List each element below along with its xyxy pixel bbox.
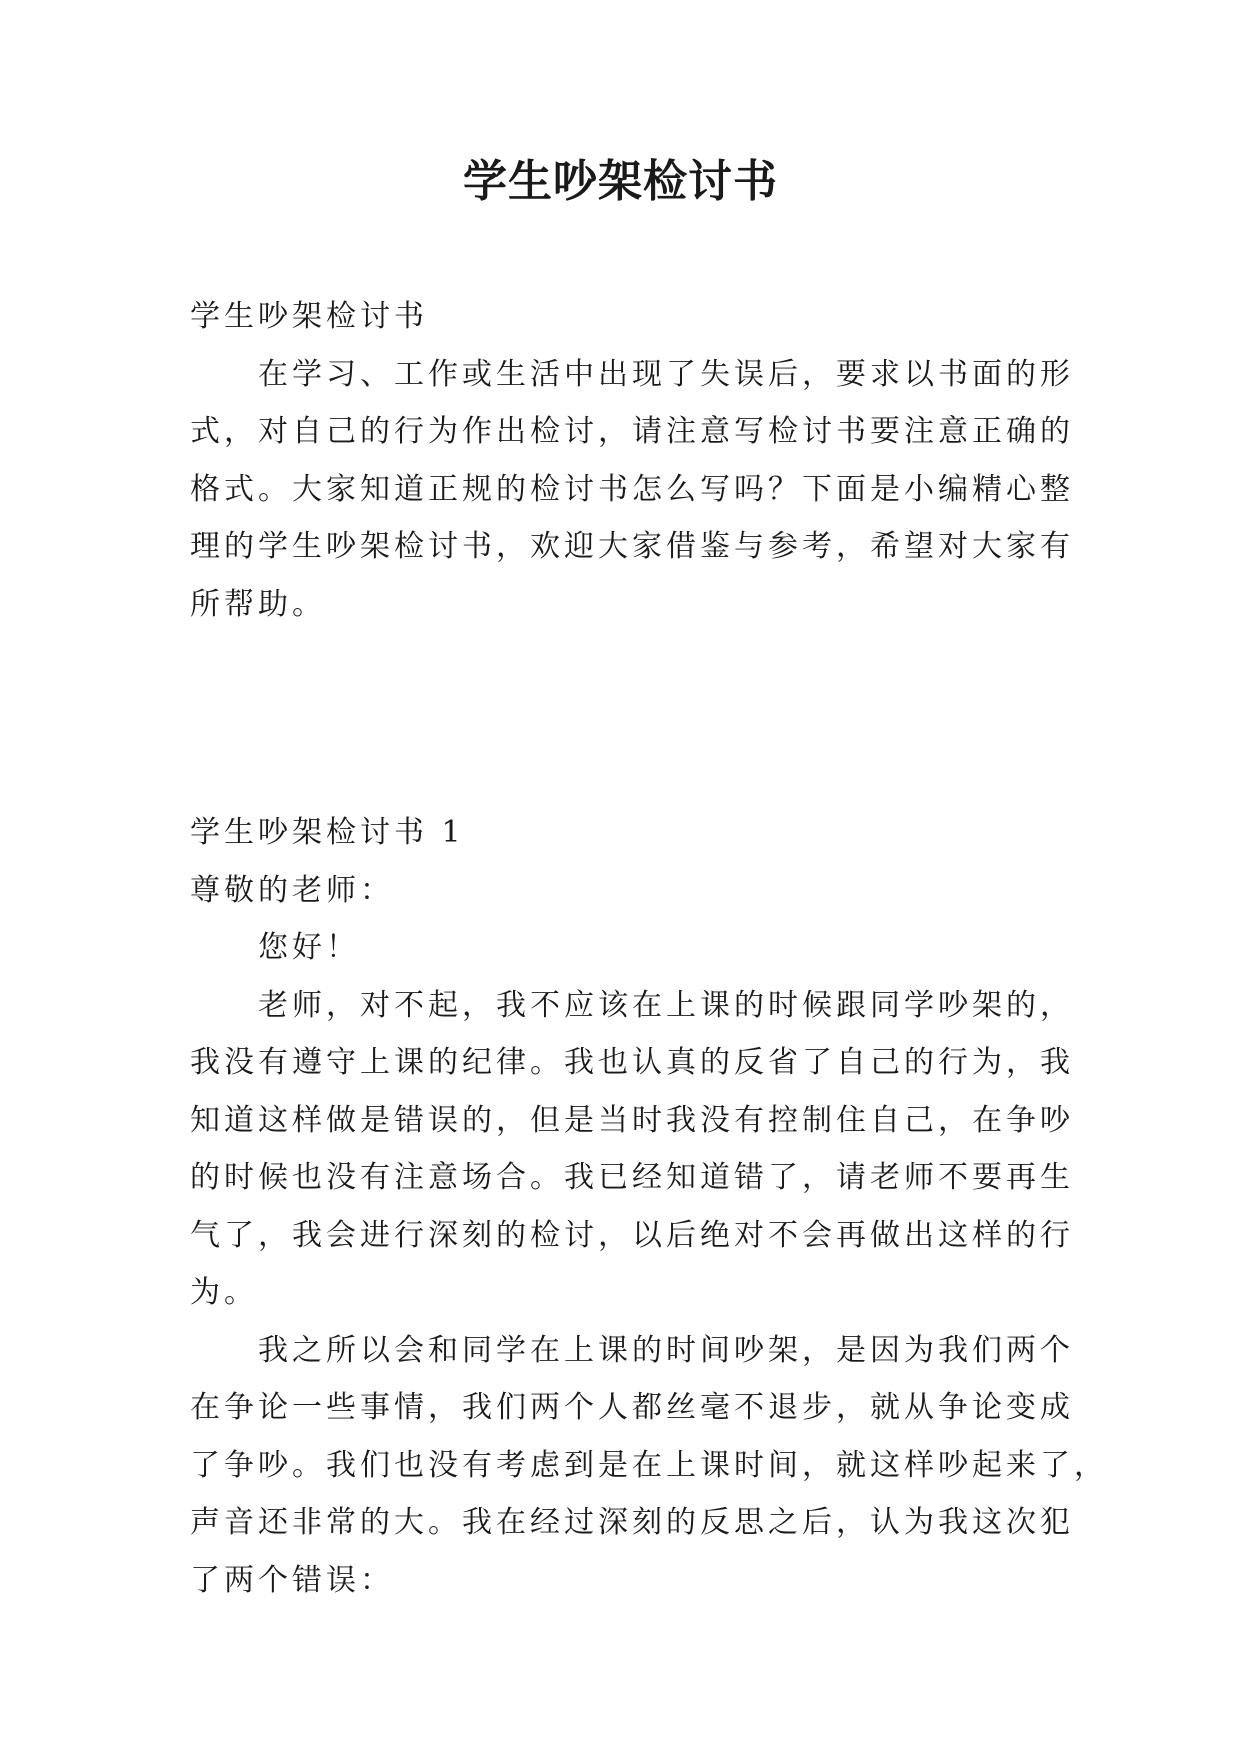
document-body — [190, 288, 1108, 1609]
letter-paragraph-line: 在争论一些事情，我们两个人都丝毫不退步，就从争论变成 — [190, 1390, 1074, 1425]
section-gap — [190, 633, 1062, 804]
letter-paragraph-line: 我没有遵守上课的纪律。我也认真的反省了自己的行为，我 — [190, 1045, 1074, 1080]
salutation: 尊敬的老师： — [190, 872, 394, 908]
intro-paragraph-line: 在学习、工作或生活中出现了失误后，要求以书面的形 — [258, 356, 1074, 392]
letter-paragraph-line: 了两个错误： — [190, 1562, 394, 1598]
letter-paragraph-line: 了争吵。我们也没有考虑到是在上课时间，就这样吵起来了， — [190, 1447, 1108, 1483]
letter-paragraph-line: 老师，对不起，我不应该在上课的时候跟同学吵架的， — [258, 987, 1074, 1023]
letter-paragraph-line: 的时候也没有注意场合。我已经知道错了，请老师不要再生 — [190, 1160, 1074, 1195]
intro-paragraph-line: 式，对自己的行为作出检讨，请注意写检讨书要注意正确的 — [190, 414, 1074, 449]
section-heading: 学生吵架检讨书 1 — [190, 815, 465, 850]
document-title: 学生吵架检讨书 — [463, 156, 778, 207]
letter-paragraph-line: 知道这样做是错误的，但是当时我没有控制住自己，在争吵 — [190, 1102, 1074, 1138]
greeting: 您好！ — [258, 930, 360, 965]
intro-paragraph-line: 格式。大家知道正规的检讨书怎么写吗？下面是小编精心整 — [190, 471, 1074, 507]
letter-paragraph-line: 气了，我会进行深刻的检讨，以后绝对不会再做出这样的行 — [190, 1217, 1074, 1253]
letter-paragraph-line: 声音还非常的大。我在经过深刻的反思之后，认为我这次犯 — [190, 1505, 1074, 1540]
letter-paragraph-line: 为。 — [190, 1275, 258, 1310]
intro-paragraph-line: 理的学生吵架检讨书，欢迎大家借鉴与参考，希望对大家有 — [190, 529, 1074, 564]
intro-heading: 学生吵架检讨书 — [190, 299, 428, 334]
letter-paragraph-line: 我之所以会和同学在上课的时间吵架，是因为我们两个 — [258, 1332, 1074, 1368]
intro-paragraph-line: 所帮助。 — [190, 586, 326, 622]
